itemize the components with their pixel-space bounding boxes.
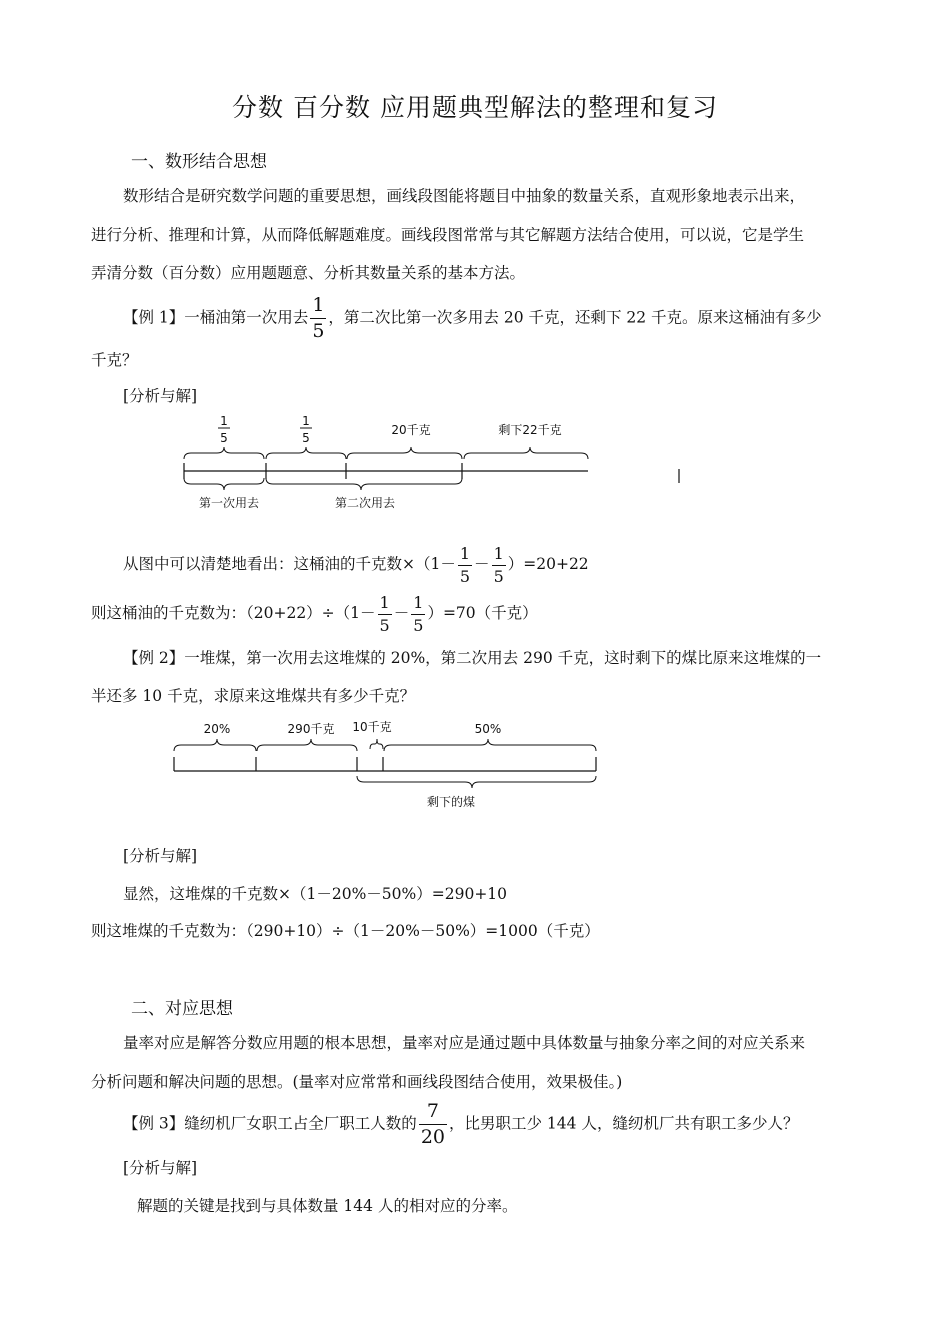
example-label: 【例 3】 [123,1114,185,1133]
example-2-line-2: 半还多 10 千克，求原来这堆煤共有多少千克？ [91,687,416,705]
svg-text:5: 5 [302,431,310,445]
equation-text: ）=20+22 [507,555,589,573]
example-1-equation-2 [91,593,538,634]
brace [257,739,357,751]
label-remaining-22kg: 剩下22千克 [498,423,562,437]
analysis-label: [分析与解] [123,387,198,405]
analysis-label: [分析与解] [123,847,198,865]
fraction-numerator: 1 [458,546,472,566]
label-20kg: 20千克 [391,423,431,437]
fraction-numerator: 1 [411,595,425,615]
fraction-numerator: 1 [378,595,392,615]
page-title: 分数 百分数 应用题典型解法的整理和复习 [232,93,718,122]
analysis-label: [分析与解] [123,1159,198,1177]
fraction-denominator: 5 [459,566,471,586]
fraction [310,296,326,341]
fraction-denominator: 5 [379,615,390,635]
example-text: 缝纫机厂女职工占全厂职工人数的 [184,1114,417,1133]
example-3-question [123,1102,798,1147]
fraction [492,543,506,586]
fraction-numerator: 1 [310,296,326,319]
example-3-note: 解题的关键是找到与具体数量 144 人的相对应的分率。 [137,1197,518,1215]
fraction [458,543,472,586]
brace [266,447,346,459]
section-heading-1: 一、数形结合思想 [131,152,267,172]
minus-sign: － [393,604,410,622]
label-10kg: 10千克 [352,720,392,734]
fraction-denominator: 5 [312,320,325,342]
section-2-intro-line-2: 分析问题和解决问题的思想。(量率对应常常和画线段图结合使用，效果极佳。) [91,1073,623,1091]
fraction-label-a [218,414,230,445]
label-290kg: 290千克 [287,722,335,736]
intro-line-1: 数形结合是研究数学问题的重要思想，画线段图能将题目中抽象的数量关系，直观形象地表示出来， [123,187,806,205]
fraction [378,592,392,635]
example-text: 一堆煤，第一次用去这堆煤的 20%，第二次用去 290 千克，这时剩下的煤比原来这堆煤的一 [184,649,822,667]
example-2-equation-2: 则这堆煤的千克数为：（290+10）÷（1－20%－50%）=1000（千克） [91,922,600,940]
fraction-denominator: 5 [493,566,504,586]
example-1-question [123,296,822,341]
equation-text: 从图中可以清楚地看出：这桶油的千克数×（1－ [123,555,456,573]
fraction-numerator: 1 [492,546,506,566]
brace [370,739,383,749]
example-label: 【例 1】 [123,308,185,327]
brace [184,478,264,490]
svg-text:5: 5 [220,431,228,445]
svg-text:1: 1 [302,414,310,428]
fraction-numerator: 7 [419,1102,447,1125]
brace [464,447,588,459]
brace [357,776,596,788]
fraction-denominator: 20 [420,1126,445,1148]
brace [384,739,596,751]
example-text: ，比男职工少 144 人，缝纫机厂共有职工多少人？ [449,1114,799,1133]
line-segment-diagram-2 [165,712,615,817]
label-20-percent: 20% [203,722,231,736]
intro-line-3: 弄清分数（百分数）应用题题意、分析其数量关系的基本方法。 [91,264,526,282]
example-1-equation-1 [123,544,589,585]
example-2-equation-1: 显然，这堆煤的千克数×（1－20%－50%）=290+10 [123,885,508,903]
equation-text: 则这桶油的千克数为：（20+22）÷（1－ [91,604,376,622]
fraction [419,1102,447,1147]
brace [184,447,264,459]
section-heading-2: 二、对应思想 [131,999,233,1019]
line-segment-diagram-1 [175,408,695,518]
fraction [411,592,425,635]
label-50-percent: 50% [474,722,502,736]
brace [174,739,256,751]
example-text: 一桶油第一次用去 [184,308,309,327]
label-first-use: 第一次用去 [198,496,260,510]
label-second-use: 第二次用去 [334,496,396,510]
intro-line-2: 进行分析、推理和计算，从而降低解题难度。画线段图常常与其它解题方法结合使用，可以说，它是学生 [91,226,805,244]
example-label: 【例 2】 [123,649,185,667]
svg-text:1: 1 [220,414,228,428]
minus-sign: － [474,555,490,573]
example-text: ，第二次比第一次多用去 20 千克，还剩下 22 千克。原来这桶油有多少 [328,308,822,327]
brace [347,447,462,459]
equation-text: ）=70（千克） [427,604,538,622]
section-2-intro-line-1: 量率对应是解答分数应用题的根本思想，量率对应是通过题中具体数量与抽象分率之间的对应关系来 [123,1034,806,1052]
label-remaining-coal: 剩下的煤 [426,795,476,809]
example-1-line-2: 千克？ [91,351,138,369]
fraction-label-b [300,414,312,445]
fraction-denominator: 5 [413,615,424,635]
brace [266,478,462,490]
example-2-question [123,640,821,676]
